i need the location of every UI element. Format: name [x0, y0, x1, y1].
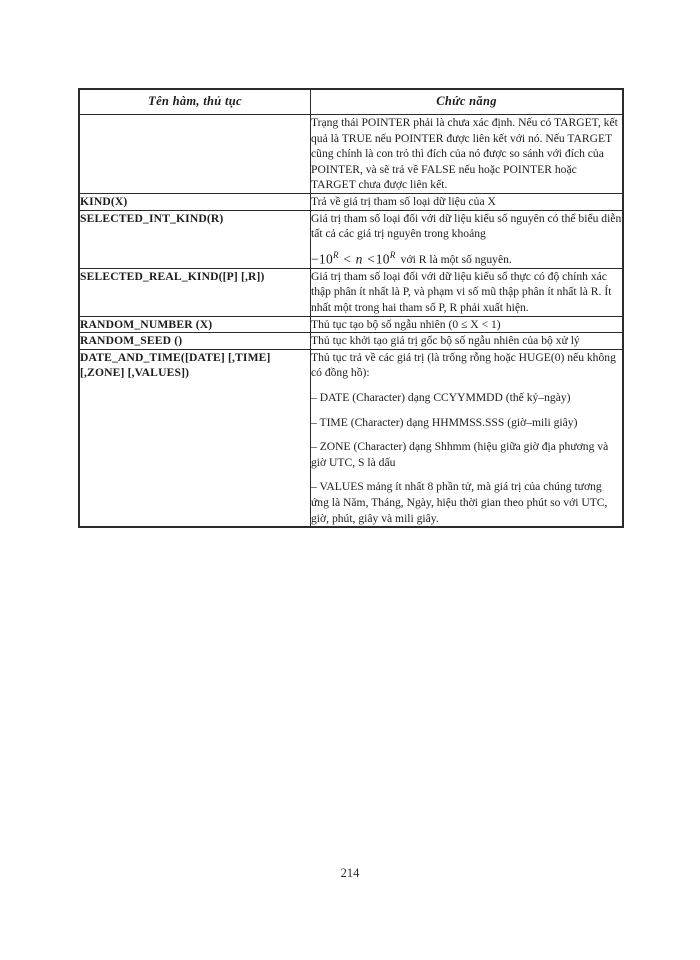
table-header-row [80, 90, 623, 115]
formula-trailing-text: với R là một số nguyên. [400, 253, 512, 267]
column-header-description: Chức năng [311, 90, 623, 115]
table-row [80, 268, 623, 316]
description-cell [311, 349, 623, 526]
description-cell [311, 115, 623, 194]
description-paragraph: Giá trị tham số loại đối với dữ liệu kiểu số nguyên có thể biểu diễn tất cả các giá trị nguyên trong khoảng [311, 211, 622, 241]
table-row [80, 316, 623, 333]
table-row [80, 210, 623, 268]
description-cell [311, 316, 623, 333]
function-name-cell [80, 115, 311, 194]
description-paragraph: Giá trị tham số loại đối với dữ liệu kiểu số thực có độ chính xác thập phân ít nhất là P, và phạm vi số mũ thập phân ít nhất là R. Ít nhất một trong hai tham số P, R phải xuất hiện. [311, 269, 612, 315]
description-paragraph: – ZONE (Character) dạng Shhmm (hiệu giữa giờ địa phương và giờ UTC, S là dấu [311, 440, 609, 469]
description-paragraph: – VALUES mảng ít nhất 8 phần tử, mà giá trị của chúng tương ứng là Năm, Tháng, Ngày, hiệu thời gian theo phút so với UTC, giờ, phút, giây và mili giây. [311, 480, 608, 525]
description-cell [311, 193, 623, 210]
description-paragraph: Trả về giá trị tham số loại dữ liệu của X [311, 194, 496, 208]
fortran-intrinsics-table [79, 89, 623, 527]
function-name-cell: SELECTED_INT_KIND(R) [80, 210, 311, 268]
description-paragraph: Thủ tục trả về các giá trị (là trống rỗng hoặc HUGE(0) nếu không có đồng hồ): [311, 350, 616, 380]
table-row [80, 333, 623, 350]
description-paragraph: Trạng thái POINTER phải là chưa xác định. Nếu có TARGET, kết quả là TRUE nếu POINTER được liên kết với nó. Nếu TARGET cũng chính là con trỏ thì đích của nó được so sánh với đích của POINTER, và sẽ trả về FALSE nếu hoặc POINTER hoặc TARGET chưa được liên kết. [311, 116, 618, 192]
formula-left-exponent: R [333, 249, 339, 260]
formula-left-term: −10 [311, 251, 334, 267]
description-cell [311, 333, 623, 350]
description-paragraph: Thủ tục tạo bộ số ngẫu nhiên (0 ≤ X < 1) [311, 317, 501, 331]
formula-middle: < n < [342, 251, 376, 267]
function-name-cell: RANDOM_SEED () [80, 333, 311, 350]
page-number: 214 [340, 866, 360, 880]
function-name-cell: KIND(X) [80, 193, 311, 210]
description-paragraph: – TIME (Character) dạng HHMMSS.SSS (giờ–mili giây) [311, 415, 578, 429]
inequality-formula [311, 248, 622, 268]
table-row [80, 349, 623, 526]
formula-right-exponent: R [389, 249, 396, 260]
function-name-cell: DATE_AND_TIME([DATE] [,TIME] [,ZONE] [,VALUES]) [80, 349, 311, 526]
function-name-cell: RANDOM_NUMBER (X) [80, 316, 311, 333]
column-header-function-name: Tên hàm, thủ tục [80, 90, 311, 115]
table-row [80, 115, 623, 194]
description-cell [311, 268, 623, 316]
formula-right-term: 10 [375, 251, 390, 267]
function-name-cell: SELECTED_REAL_KIND([P] [,R]) [80, 268, 311, 316]
table-row [80, 193, 623, 210]
description-cell [311, 210, 623, 268]
description-paragraph: – DATE (Character) dạng CCYYMMDD (thế kỷ–ngày) [311, 391, 571, 404]
description-paragraph: Thủ tục khởi tạo giá trị gốc bộ số ngẫu nhiên của bộ xử lý [311, 334, 580, 348]
